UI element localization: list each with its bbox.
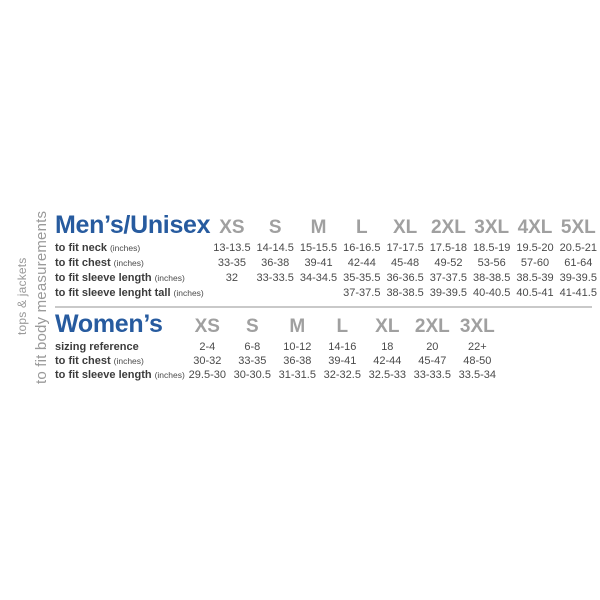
size-value-cell: 2-4 (199, 341, 216, 353)
size-value-cell: 40-40.5 (473, 287, 511, 299)
size-header-2xl: 2XL (430, 217, 466, 238)
size-value-cell: 16-16.5 (343, 242, 381, 254)
size-header-xs: XS (194, 316, 220, 337)
row-label (55, 272, 210, 287)
size-value-cell: 38.5-39 (516, 272, 554, 284)
size-value-cell: 33-35 (217, 257, 246, 269)
row-label-text: to fit neck (55, 242, 107, 254)
size-value-cell: 6-8 (244, 341, 261, 353)
size-value-cell: 30-32 (193, 355, 222, 367)
size-value-cell: 48-50 (463, 355, 492, 367)
row-label (55, 355, 185, 369)
size-header-l: L (356, 217, 368, 238)
size-value-cell (254, 287, 297, 302)
row-label-text: to fit chest (55, 355, 111, 367)
size-value-cell: 36-38 (283, 355, 312, 367)
size-value-cell: 14-14.5 (256, 242, 294, 254)
size-value-cell: 29.5-30 (188, 369, 226, 381)
size-value-cell (297, 287, 340, 302)
size-header-3xl: 3XL (474, 217, 510, 238)
size-value-cell: 15-15.5 (299, 242, 338, 254)
row-unit-text: (inches) (109, 243, 141, 253)
size-value-cell: 14-16 (328, 341, 357, 353)
size-value-cell: 33-33.5 (256, 272, 294, 284)
size-value-cell: 39-41 (328, 355, 357, 367)
size-value-cell: 33-33.5 (413, 369, 451, 381)
row-label-text: to fit sleeve lenght tall (55, 287, 171, 299)
size-value-cell: 39-39.5 (429, 287, 468, 299)
size-value-cell: 18.5-19 (473, 242, 511, 254)
size-header-4xl: 4XL (517, 217, 553, 238)
table-row-sleeve-tall (55, 287, 600, 302)
row-label (55, 287, 210, 302)
womens-size-table (55, 310, 500, 383)
size-tables (55, 211, 600, 383)
size-value-cell: 49-52 (434, 257, 463, 269)
row-label (55, 257, 210, 272)
size-value-cell: 45-48 (391, 257, 420, 269)
table-row-neck (55, 242, 600, 257)
size-value-cell: 17-17.5 (386, 242, 424, 254)
row-label-text: sizing reference (55, 341, 139, 353)
size-value-cell: 37-37.5 (429, 272, 468, 284)
row-unit-text: (inches) (154, 273, 185, 283)
size-value-cell: 33-35 (238, 355, 267, 367)
size-header-l: L (336, 316, 349, 337)
size-value-cell: 13-13.5 (213, 242, 251, 254)
size-value-cell: 32 (225, 272, 239, 284)
size-value-cell: 32.5-33 (368, 369, 406, 381)
size-value-cell: 61-64 (564, 257, 593, 269)
size-value-cell: 40.5-41 (516, 287, 554, 299)
vertical-label-category: tops & jackets (15, 257, 29, 335)
row-unit-text: (inches) (154, 370, 185, 380)
row-unit-text: (inches) (173, 288, 204, 298)
size-header-5xl: 5XL (560, 217, 596, 238)
size-header-s: S (268, 217, 282, 238)
size-value-cell: 33.5-34 (458, 369, 496, 381)
table-row-sleeve-length (55, 272, 600, 287)
size-value-cell: 34-34.5 (299, 272, 338, 284)
size-value-cell: 38-38.5 (473, 272, 511, 284)
section-divider (55, 306, 592, 308)
size-value-cell: 39-41 (304, 257, 333, 269)
size-header-xs: XS (219, 217, 245, 238)
size-value-cell: 42-44 (373, 355, 402, 367)
size-value-cell: 53-56 (477, 257, 506, 269)
size-value-cell: 57-60 (520, 257, 550, 269)
row-label (55, 242, 210, 257)
size-value-cell: 10-12 (283, 341, 312, 353)
womens-header-row (55, 310, 500, 341)
size-value-cell: 35-35.5 (343, 272, 381, 284)
size-value-cell: 36-38 (261, 257, 290, 269)
size-value-cell: 20.5-21 (559, 242, 597, 254)
size-value-cell: 38-38.5 (386, 287, 424, 299)
mens-section-title: Men’s/Unisex (55, 211, 211, 239)
size-value-cell: 42-44 (347, 257, 376, 269)
table-row-chest (55, 355, 500, 369)
size-header-3xl: 3XL (459, 316, 495, 337)
table-row-sleeve-length (55, 369, 500, 383)
row-unit-text: (inches) (113, 356, 144, 366)
size-header-s: S (245, 316, 259, 337)
size-value-cell: 31-31.5 (278, 369, 316, 381)
womens-section-title: Women’s (55, 310, 163, 338)
size-header-xl: XL (375, 316, 400, 337)
row-label (55, 369, 185, 383)
row-unit-text: (inches) (113, 258, 144, 268)
size-header-2xl: 2XL (414, 316, 450, 337)
table-row-sizing-reference (55, 341, 500, 355)
mens-header-row (55, 211, 600, 242)
size-value-cell: 36-36.5 (386, 272, 424, 284)
row-label (55, 341, 185, 355)
vertical-label-measurements: to fit body measurements (33, 210, 50, 384)
size-value-cell: 30-30.5 (233, 369, 271, 381)
size-value-cell: 45-47 (418, 355, 447, 367)
size-header-xl: XL (392, 217, 418, 238)
size-value-cell: 17.5-18 (429, 242, 468, 254)
row-label-text: to fit sleeve length (55, 369, 152, 381)
mens-size-table (55, 211, 600, 302)
size-value-cell: 22+ (467, 341, 487, 353)
row-label-text: to fit chest (55, 257, 111, 269)
vertical-sidebar (14, 210, 56, 384)
size-value-cell: 18 (381, 341, 394, 353)
size-header-m: M (289, 316, 306, 337)
size-value-cell (210, 287, 253, 302)
size-value-cell: 41-41.5 (559, 287, 597, 299)
size-value-cell: 37-37.5 (343, 287, 381, 299)
size-header-m: M (310, 217, 327, 238)
size-value-cell: 39-39.5 (559, 272, 597, 284)
size-value-cell: 32-32.5 (323, 369, 361, 381)
row-label-text: to fit sleeve length (55, 272, 152, 284)
size-value-cell: 20 (426, 341, 439, 353)
size-value-cell: 19.5-20 (516, 242, 554, 254)
table-row-chest (55, 257, 600, 272)
